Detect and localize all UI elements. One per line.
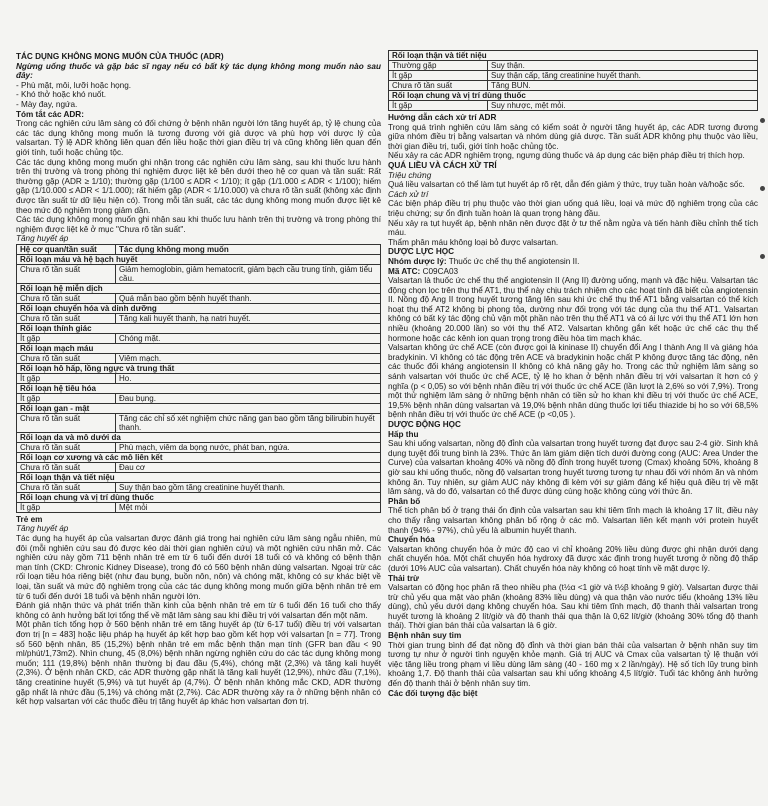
special-populations-heading: Các đối tượng đặc biệt [388,688,478,698]
perforation-holes [760,0,766,806]
organ-system-label: Rối loạn mạch máu [17,343,381,353]
absorption-heading: Hấp thu [388,429,419,439]
children-subheading: Tăng huyết áp [16,524,69,534]
distribution-paragraph: Thể tích phân bố ở trạng thái ổn định của valsartan sau khi tiêm tĩnh mạch là khoảng 17 lít, điều này cho thấy rằng valsartan không phân bố rộng ở các mô. Valsartan liên kết mạnh với protein huyết thanh (94% - 97%), chủ yếu là albumin huyết thanh. [388,506,758,535]
bullet-3: - Mày đay, ngứa. [16,99,78,109]
heart-failure-heading: Bệnh nhân suy tim [388,631,462,641]
overdose-paragraph-1: Quá liều valsartan có thể làm tụt huyết áp rõ rệt, dẫn đến giảm ý thức, trụy tuần hoàn và/hoặc sốc. [388,180,745,190]
table-group-row [17,323,381,333]
bullet-2: - Khó thở hoặc khó nuốt. [16,90,107,100]
pharmacologic-group-value: Thuốc ức chế thụ thể angiotensin II. [448,256,580,266]
summary-paragraph-1: Trong các nghiên cứu lâm sàng có đối chứng ở bệnh nhân người lớn tăng huyết áp, tỷ lệ chung của các tác dụng không mong muốn là tương đương với giả dược và phù hợp với dược lý của valsartan. Tỷ lệ ADR không liên quan đến liều hoặc thời gian điều trị và cũng không liên quan đến giới tính, tuổi hoặc chủng tộc. [16,119,381,157]
atc-code-label: Mã ATC: [388,266,421,276]
perforation-hole [760,118,765,123]
organ-system-label: Rối loạn hô hấp, lồng ngực và trung thất [17,363,381,373]
effect-cell: Viêm mạch. [116,353,381,363]
frequency-cell: Chưa rõ tần suất [17,482,116,492]
organ-system-label: Rối loạn hệ miễn dịch [17,283,381,293]
table-row [17,502,381,512]
adr-table-adult [16,244,381,513]
table-row [17,293,381,303]
table-row [17,482,381,492]
bullet-1: - Phù mặt, môi, lưỡi hoặc họng. [16,80,132,90]
table-group-row [17,363,381,373]
organ-system-label: Rối loạn thận và tiết niệu [389,51,758,61]
frequency-cell: Chưa rõ tần suất [17,313,116,323]
table-group-row [17,403,381,413]
effect-cell: Chóng mặt. [116,333,381,343]
frequency-cell: Chưa rõ tần suất [17,442,116,452]
table-group-row [17,383,381,393]
overdose-paragraph-3: Nếu xảy ra tụt huyết áp, bệnh nhân nên được đặt ở tư thế nằm ngửa và tiến hành điều chỉnh thể tích máu. [388,218,758,238]
table-row [17,353,381,363]
frequency-cell: Ít gặp [17,333,116,343]
adr-table-continued [388,50,758,111]
effect-cell: Ho. [116,373,381,383]
table-group-row [17,343,381,353]
table-row [17,413,381,432]
pharmacodynamics-paragraph-1: Valsartan là thuốc ức chế thụ thể angiotensin II (Ang II) đường uống, mạnh và đặc hiệu. Valsartan tác động chọn lọc trên thụ thể AT1, thụ thể này chịu trách nhiệm cho các hoạt tính đã biết của angiotensin II. Nồng độ Ang II trong huyết tương tăng lên sau khi ức chế thụ thể AT1 bằng valsartan có thể kích hoạt thụ thể AT2 không bị phong tỏa, dường như đối trọng với tác dụng của thụ thể AT1. Valsartan không có bất kỳ tác động chủ vận một phần nào trên thụ thể AT1 và có ái lực với thụ thể AT1 lớn hơn nhiều (khoảng 20.000 lần) so với thụ thể AT2. Valsartan không gắn kết hoặc ức chế các thụ thể hormone hoặc các kênh ion quan trọng trong điều hòa tim mạch khác. [388,276,758,343]
table-row [17,393,381,403]
summary-paragraph-2: Các tác dụng không mong muốn ghi nhận trong các nghiên cứu lâm sàng, sau khi thuốc lưu hành trên thị trường và trong phòng thí nghiệm được liệt kê bên dưới theo hệ cơ quan và tần suất: Rất thường gặp (ADR ≥ 1/10); thường gặp (1/100 ≤ ADR < 1/10); ít gặp (1/1.000 ≤ ADR < 1/100); hiếm gặp (1/10.000 ≤ ADR < 1/1.000); rất hiếm gặp (ADR < 1/10.000) và chưa rõ tần suất (không xác định được tần suất từ dữ liệu hiện có). Trong mỗi tần suất, các tác dụng không mong muốn được liệt kê theo mức độ nghiêm trọng giảm dần. [16,157,381,215]
effect-cell: Tăng kali huyết thanh, hạ natri huyết. [116,313,381,323]
overdose-heading: QUÁ LIỀU VÀ CÁCH XỬ TRÍ [388,160,497,170]
frequency-cell: Ít gặp [17,373,116,383]
pharmacologic-group [388,257,758,267]
organ-system-label: Rối loạn da và mô dưới da [17,432,381,442]
metabolism-heading: Chuyển hóa [388,535,435,545]
table-row [17,264,381,283]
pharmacologic-group-label: Nhóm dược lý: [388,256,447,266]
absorption-paragraph: Sau khi uống valsartan, nồng độ đỉnh của valsartan trong huyết tương đạt được sau 2-4 giờ. Sinh khả dụng tuyệt đối trung bình là 23%. Thức ăn làm giảm diện tích dưới đường cong (AUC: Area Under the Curve) của valsartan khoảng 40% và nồng độ đỉnh trong huyết tương (Cmax) khoảng 50%, khoảng 8 giờ sau khi uống thuốc, nồng độ valsartan trong huyết tương tương tự nhau đối với nhóm ăn và nhóm không ăn. Tuy nhiên, sự giảm AUC này không đi kèm với sự giảm đáng kể hiệu quả điều trị về mặt lâm sàng, và do đó, valsartan có thể được dùng cùng hoặc không cùng với thức ăn. [388,439,758,497]
frequency-cell: Thường gặp [389,61,488,71]
frequency-cell: Ít gặp [389,71,488,81]
adr-title: TÁC DỤNG KHÔNG MONG MUỐN CỦA THUỐC (ADR) [16,52,224,61]
adr-management-heading: Hướng dẫn cách xử trí ADR [388,113,497,122]
table-row [389,81,758,91]
table-group-row [17,303,381,313]
frequency-cell: Chưa rõ tần suất [17,264,116,283]
overdose-paragraph-4: Thẩm phân máu không loại bỏ được valsartan. [388,237,559,247]
summary-heading: Tóm tắt các ADR: [16,109,84,119]
children-paragraph-1: Tác dụng hạ huyết áp của valsartan được đánh giá trong hai nghiên cứu lâm sàng ngẫu nhiên, mù đôi (mỗi nghiên cứu sau đó được kéo dài thời gian nghiên cứu) và một nghiên cứu nhãn mở. Các nghiên cứu này gồm 711 bệnh nhân trẻ em từ 6 tuổi đến dưới 18 tuổi có và không có bệnh thận mạn tính (CKD: Chronic Kidney Disease), trong đó có 560 bệnh nhân dùng valsartan. Ngoại trừ các rối loạn tiêu hóa riêng biệt (như đau bụng, buồn nôn, nôn) và chóng mặt, không có sự khác biệt về loại, tần suất và mức độ nghiêm trọng của các tác dụng không mong muốn giữa bệnh nhân trẻ em từ 6 tuổi đến dưới 18 tuổi và bệnh nhân người lớn. [16,534,381,601]
table-row [389,71,758,81]
frequency-cell: Chưa rõ tần suất [389,81,488,91]
effect-cell: Đau cơ [116,462,381,472]
perforation-hole [760,254,765,259]
organ-system-label: Rối loạn thận và tiết niệu [17,472,381,482]
left-column [16,52,381,707]
table-group-row [389,91,758,101]
organ-system-label: Rối loạn chuyển hóa và dinh dưỡng [17,303,381,313]
right-column [388,50,758,698]
table-row [389,61,758,71]
effect-cell: Giảm hemoglobin, giảm hematocrit, giảm bạch cầu trung tính, giảm tiểu cầu. [116,264,381,283]
table-group-row [389,51,758,61]
frequency-cell: Chưa rõ tần suất [17,462,116,472]
perforation-hole [760,186,765,191]
hypertension-subheading: Tăng huyết áp [16,234,69,244]
organ-system-label: Rối loạn chung và vị trí dùng thuốc [389,91,758,101]
frequency-cell: Ít gặp [389,101,488,111]
organ-system-label: Rối loạn chung và vị trí dùng thuốc [17,492,381,502]
distribution-heading: Phân bố [388,496,421,506]
overdose-symptoms-subheading: Triệu chứng [388,170,432,180]
overdose-treatment-subheading: Cách xử trí [388,189,429,199]
effect-cell: Suy thận bao gồm tăng creatinine huyết thanh. [116,482,381,492]
elimination-paragraph: Valsartan có động học phân rã theo nhiều pha (t½α <1 giờ và t½β khoảng 9 giờ). Valsartan được thải trừ chủ yếu qua mật vào phân (khoảng 83% liều dùng) và qua thận vào nước tiểu (khoảng 13% liều dùng), chủ yếu dưới dạng không chuyển hóa. Sau khi tiêm tĩnh mạch, độ thanh thải valsartan trong huyết tương là khoảng 2 lít/giờ và độ thanh thải qua thận là 0,62 lít/giờ (khoảng 30% tổng độ thanh thải). Thời gian bán thải của valsartan là 6 giờ. [388,583,758,631]
effect-cell: Tăng các chỉ số xét nghiệm chức năng gan bao gồm tăng bilirubin huyết thanh. [116,413,381,432]
table-row [389,101,758,111]
effect-cell: Tăng BUN. [488,81,758,91]
table-row [17,462,381,472]
table-row [17,442,381,452]
adr-warning: Ngừng uống thuốc và gặp bác sĩ ngay nếu có bất kỳ tác dụng không mong muốn nào sau đây: [16,61,381,81]
table-group-row [17,254,381,264]
table-group-row [17,452,381,462]
effect-cell: Phù mạch, viêm da bọng nước, phát ban, ngứa. [116,442,381,452]
children-paragraph-2: Đánh giá nhận thức và phát triển thần kinh của bệnh nhân trẻ em từ 6 tuổi đến 16 tuổi cho thấy không có ảnh hưởng bất lợi tổng thể về mặt lâm sàng sau khi điều trị với valsartan đến một năm. [16,601,381,620]
elimination-heading: Thải trừ [388,573,419,583]
table-group-row [17,472,381,482]
effect-cell: Suy nhược, mệt mỏi. [488,101,758,111]
atc-code-value: C09CA03 [422,266,459,276]
table-row [17,313,381,323]
frequency-cell: Ít gặp [17,502,116,512]
organ-system-label: Rối loạn gan - mật [17,403,381,413]
table-group-row [17,492,381,502]
table-group-row [17,432,381,442]
heart-failure-paragraph: Thời gian trung bình để đạt nồng độ đỉnh và thời gian bán thải của valsartan ở bệnh nhân suy tim tương tự như ở người tình nguyện khỏe mạnh. Giá trị AUC và Cmax của valsartan tỷ lệ thuận với việc tăng liều trong phạm vi liều dùng lâm sàng (40 - 160 mg x 2 lần/ngày). Hệ số tích lũy trung bình khoảng 1,7. Độ thanh thải của valsartan sau khi uống khoảng 4,5 lít/giờ. Tuổi tác không ảnh hưởng đến độ thanh thải ở bệnh nhân suy tim. [388,640,758,689]
effect-cell: Suy thận cấp, tăng creatinine huyết thanh. [488,71,758,81]
effect-cell: Suy thận. [488,61,758,71]
table-row [17,333,381,343]
adr-management-paragraph-2: Nếu xảy ra các ADR nghiêm trọng, ngưng dùng thuốc và áp dụng các biện pháp điều trị thích hợp. [388,151,745,161]
effect-cell: Đau bụng. [116,393,381,403]
effect-cell: Quá mẫn bao gồm bệnh huyết thanh. [116,293,381,303]
children-heading: Trẻ em [16,514,43,524]
overdose-paragraph-2: Các biện pháp điều trị phụ thuộc vào thời gian uống quá liều, loại và mức độ nghiêm trọng của các triệu chứng; sự ổn định tuần hoàn là quan trọng hàng đầu. [388,199,758,218]
pharmacokinetics-heading: DƯỢC ĐỘNG HỌC [388,420,461,429]
table-header-organ: Hệ cơ quan/tần suất [17,244,116,254]
table-header-effect: Tác dụng không mong muốn [116,244,381,254]
frequency-cell: Ít gặp [17,393,116,403]
organ-system-label: Rối loạn cơ xương và các mô liên kết [17,452,381,462]
table-group-row [17,283,381,293]
organ-system-label: Rối loạn máu và hệ bạch huyết [17,254,381,264]
adr-management-paragraph-1: Trong quá trình nghiên cứu lâm sàng có kiểm soát ở người tăng huyết áp, các ADR tương đương giữa nhóm điều trị bằng valsartan và nhóm dùng giả dược. Tần suất ADR không phụ thuộc vào liều, thời gian điều trị, tuổi, giới tính hoặc chủng tộc. [388,122,758,151]
pharmacodynamics-paragraph-2: Valsartan không ức chế ACE (còn được gọi là kininase II) chuyển đổi Ang I thành Ang II và giáng hóa bradykinin. Vì không có tác động trên ACE và bradykinin hoặc chất P không được tăng tác động, nên các thuốc đối kháng angiotensin II không có khả năng gây ho. Trong các thử nghiệm lâm sàng so sánh valsartan với thuốc ức chế ACE, tỷ lệ ho khan ở bệnh nhân điều trị với valsartan ít hơn có ý nghĩa (p < 0,05) so với bệnh nhân điều trị với thuốc ức chế ACE (lần lượt là 2,6% so với 7,9%). Trong một thử nghiệm lâm sàng ở những bệnh nhân có tiền sử ho khan khi điều trị với thuốc ức chế ACE, 19,5% bệnh nhân dùng valsartan và 19,0% bệnh nhân dùng thuốc lợi tiểu thiazide bị ho so với 68,5% bệnh nhân điều trị với thuốc ức chế ACE (p <0,05 ). [388,343,758,420]
metabolism-paragraph: Valsartan không chuyển hóa ở mức độ cao vì chỉ khoảng 20% liều dùng được ghi nhận dưới dạng chất chuyển hóa. Một chất chuyển hóa hydroxy đã được xác định trong huyết tương ở nồng độ thấp (dưới 10% AUC của valsartan). Chất chuyển hóa này không có hoạt tính về mặt dược lý. [388,544,758,573]
frequency-cell: Chưa rõ tần suất [17,293,116,303]
organ-system-label: Rối loạn thính giác [17,323,381,333]
children-paragraph-3: Một phân tích tổng hợp ở 560 bệnh nhân trẻ em tăng huyết áp (từ 6-17 tuổi) điều trị với valsartan đơn trị [n = 483] hoặc liệu pháp hạ huyết áp kết hợp bao gồm kết hợp với valsartan [n = 77]. Trong số 560 bệnh nhân, 85 (15,2%) bệnh nhân trẻ em mắc bệnh thận mạn tính (GFR ban đầu < 90 ml/phút/1,73m2). Nhìn chung, 45 (8,0%) bệnh nhân ngừng nghiên cứu do các tác dụng không mong muốn; 111 (19,8%) bệnh nhân thường bị đau đầu (5,4%), chóng mặt (2,3%) và tăng kali huyết (2,3%). Ở bệnh nhân CKD, các ADR thường gặp nhất là tăng kali huyết (12,9%), nhức đầu (7,1%), tăng creatinine huyết (5,9%) và tụt huyết áp (4,7%). Ở bệnh nhân không mắc CKD, ADR thường gặp nhất là nhức đầu (5,1%) và chóng mặt (2,7%). Các ADR thường xảy ra ở những bệnh nhân có kết hợp valsartan với các thuốc điều trị tăng huyết áp khác hơn valsartan đơn trị. [16,620,381,707]
table-row [17,373,381,383]
pharmacodynamics-heading: DƯỢC LỰC HỌC [388,247,455,257]
summary-paragraph-3: Các tác dụng không mong muốn ghi nhận sau khi thuốc lưu hành trên thị trường và trong phòng thí nghiệm được liệt kê ở mục "Chưa rõ tần suất". [16,215,381,234]
atc-code [388,267,758,277]
effect-cell: Mệt mỏi [116,502,381,512]
frequency-cell: Chưa rõ tần suất [17,353,116,363]
organ-system-label: Rối loạn hệ tiêu hóa [17,383,381,393]
frequency-cell: Chưa rõ tần suất [17,413,116,432]
